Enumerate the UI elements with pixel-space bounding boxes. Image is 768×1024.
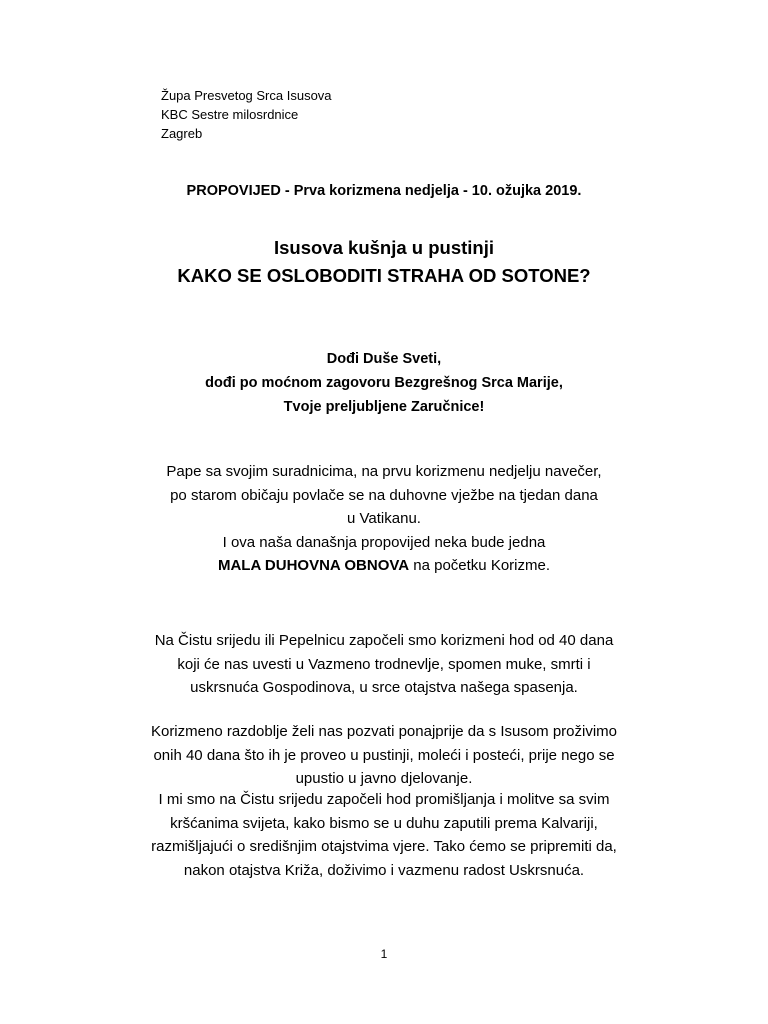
page-number: 1	[380, 947, 388, 961]
opening-prayer	[0, 347, 768, 419]
paragraph-lent-period	[0, 720, 768, 791]
header-line-hospital: KBC Sestre milosrdnice	[161, 107, 299, 122]
paragraph-line: onih 40 dana što ih je proveo u pustinji, moleći i posteći, prije nego se	[153, 746, 615, 764]
paragraph-line: koji će nas uvesti u Vazmeno trodnevlje, spomen muke, smrti i	[177, 655, 591, 673]
paragraph-line: Na Čistu srijedu ili Pepelnicu započeli smo korizmeni hod od 40 dana	[154, 632, 614, 649]
paragraph-line	[0, 554, 768, 578]
parish-header	[161, 86, 332, 143]
paragraph-line: po starom običaju povlače se na duhovne vježbe na tjedan dana	[170, 486, 598, 504]
emphasis-rest-text: na početku Korizme.	[409, 557, 550, 575]
paragraph-journey	[0, 788, 768, 882]
prayer-line: Tvoje preljubljene Zaručnice!	[283, 399, 485, 415]
emphasis-text: MALA DUHOVNA OBNOVA	[217, 557, 410, 575]
paragraph-line: Pape sa svojim suradnicima, na prvu korizmenu nedjelju navečer,	[166, 463, 602, 480]
paragraph-intro	[0, 460, 768, 578]
paragraph-line: I mi smo na Čistu srijedu započeli hod promišljanja i molitve sa svim	[158, 791, 610, 808]
paragraph-line: I ova naša današnja propovijed neka bude jedna	[222, 533, 546, 551]
paragraph-line: upustio u javno djelovanje.	[295, 770, 473, 788]
title-line-2: KAKO SE OSLOBODITI STRAHA OD SOTONE?	[177, 265, 591, 286]
header-line-city: Zagreb	[161, 126, 203, 141]
header-line-parish: Župa Presvetog Srca Isusova	[161, 88, 332, 103]
sermon-title	[0, 234, 768, 290]
paragraph-line: razmišljajući o središnjim otajstvima vjere. Tako ćemo se pripremiti da,	[151, 838, 617, 856]
prayer-line: Dođi Duše Sveti,	[326, 351, 442, 367]
paragraph-line: uskrsnuća Gospodinova, u srce otajstva našega spasenja.	[190, 679, 578, 697]
title-line-1: Isusova kušnja u pustinji	[274, 237, 494, 258]
paragraph-line: Korizmeno razdoblje želi nas pozvati ponajprije da s Isusom proživimo	[150, 723, 618, 740]
paragraph-line: nakon otajstva Križa, doživimo i vazmenu radost Uskrsnuća.	[183, 861, 585, 879]
paragraph-ash-wednesday	[0, 629, 768, 700]
sermon-subtitle: PROPOVIJED - Prva korizmena nedjelja - 10. ožujka 2019.	[186, 183, 582, 199]
paragraph-line: u Vatikanu.	[347, 510, 421, 528]
prayer-line: dođi po moćnom zagovoru Bezgrešnog Srca Marije,	[205, 375, 563, 391]
paragraph-line: kršćanima svijeta, kako bismo se u duhu zaputili prema Kalvariji,	[170, 814, 598, 832]
